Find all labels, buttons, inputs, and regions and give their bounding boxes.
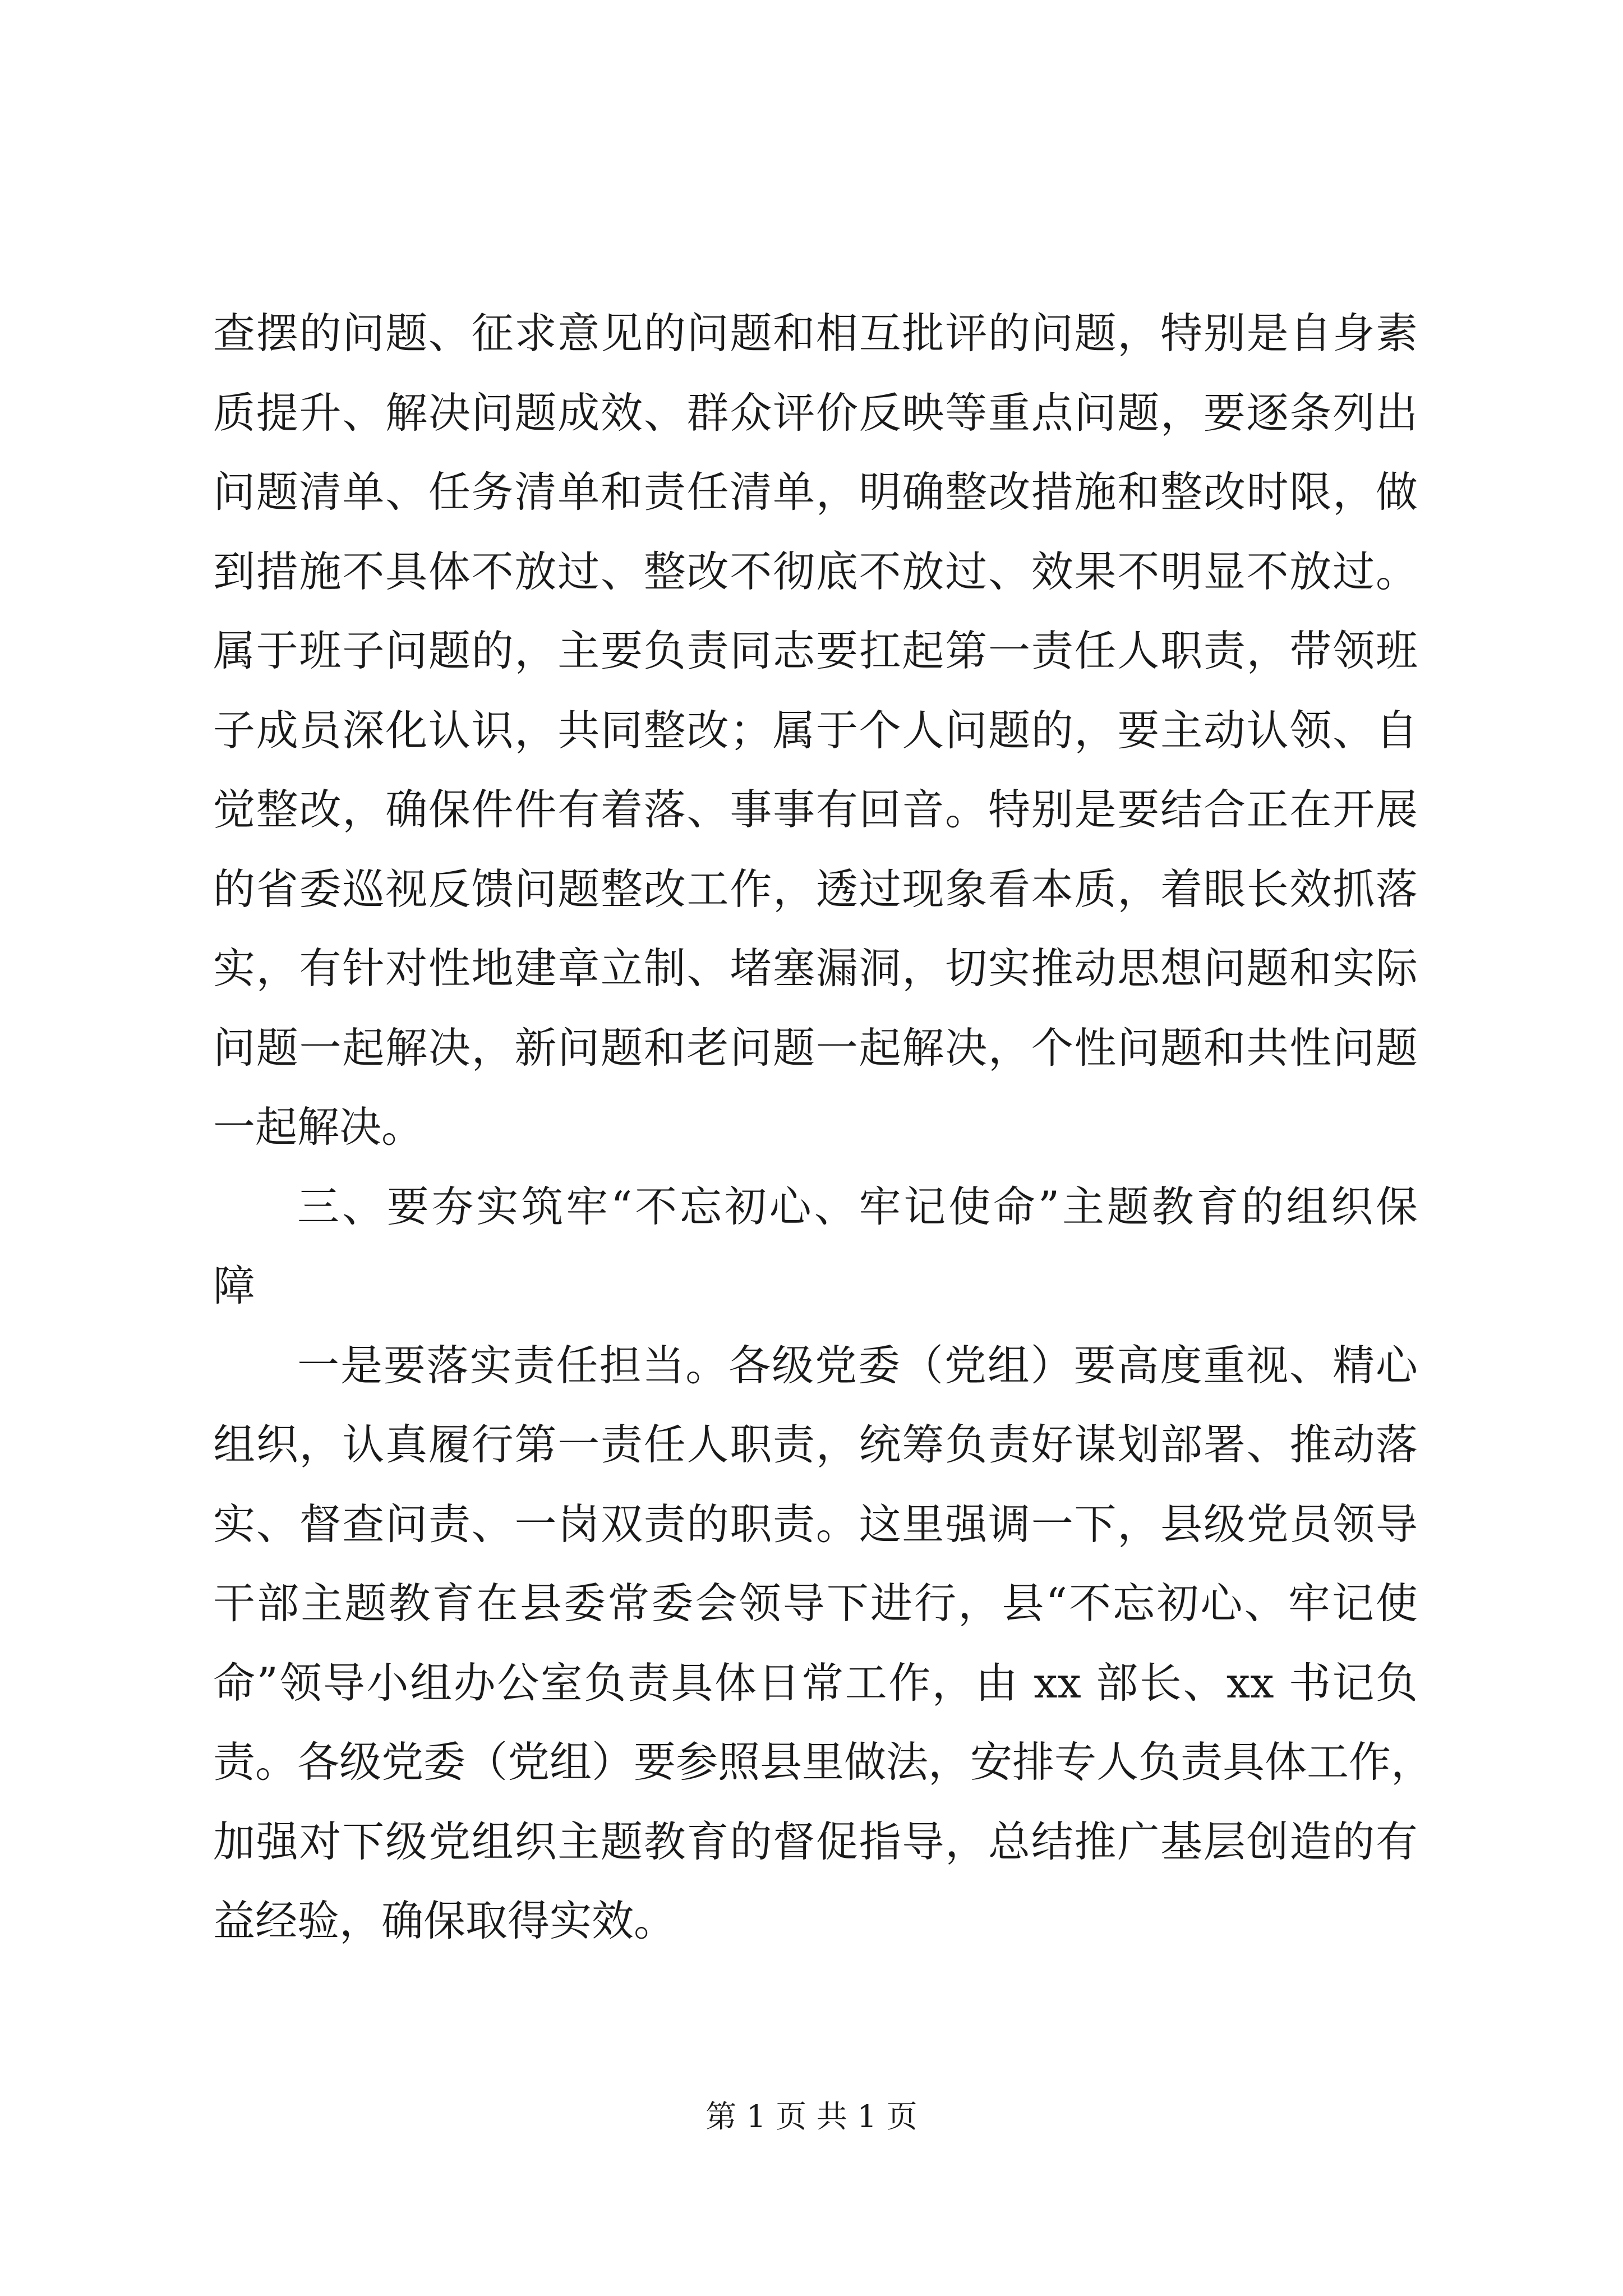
- text-line: 益经验，确保取得实效。: [213, 1896, 676, 1945]
- text-line: 命”领导小组办公室负责具体日常工作，由 xx 部长、xx 书记负: [213, 1658, 1418, 1708]
- text-line: 干部主题教育在县委常委会领导下进行，县“不忘初心、牢记使: [213, 1579, 1418, 1628]
- text-line: 到措施不具体不放过、整改不彻底不放过、效果不明显不放过。: [213, 546, 1418, 596]
- heading-line: 三、要夯实筑牢“不忘初心、牢记使命”主题教育的组织保: [297, 1181, 1418, 1231]
- text-line: 一起解决。: [213, 1102, 424, 1152]
- text-line: 加强对下级党组织主题教育的督促指导，总结推广基层创造的有: [213, 1816, 1418, 1866]
- text-line: 组织，认真履行第一责任人职责，统筹负责好谋划部署、推动落: [213, 1420, 1418, 1469]
- section-heading: [213, 1167, 1418, 1326]
- document-body: [213, 294, 1433, 1961]
- text-line: 质提升、解决问题成效、群众评价反映等重点问题，要逐条列出: [213, 388, 1418, 438]
- text-line: 属于班子问题的，主要负责同志要扛起第一责任人职责，带领班: [213, 626, 1418, 675]
- text-line: 一是要落实责任担当。各级党委（党组）要高度重视、精心: [297, 1340, 1418, 1390]
- text-line: 问题清单、任务清单和责任清单，明确整改措施和整改时限，做: [213, 467, 1418, 517]
- paragraph-continuation: [213, 294, 1418, 1167]
- text-line: 子成员深化认识，共同整改；属于个人问题的，要主动认领、自: [213, 705, 1418, 755]
- text-line: 查摆的问题、征求意见的问题和相互批评的问题，特别是自身素: [213, 309, 1418, 358]
- page-number-footer: 第 1 页 共 1 页: [706, 2099, 917, 2134]
- text-line: 问题一起解决，新问题和老问题一起解决，个性问题和共性问题: [213, 1023, 1418, 1073]
- text-line: 实、督查问责、一岗双责的职责。这里强调一下，县级党员领导: [213, 1499, 1418, 1549]
- paragraph-responsibility: [213, 1326, 1433, 1961]
- text-line: 实，有针对性地建章立制、堵塞漏洞，切实推动思想问题和实际: [213, 944, 1418, 993]
- text-line: 的省委巡视反馈问题整改工作，透过现象看本质，着眼长效抓落: [213, 864, 1418, 914]
- text-line: 责。各级党委（党组）要参照县里做法，安排专人负责具体工作，: [213, 1737, 1433, 1787]
- text-line: 觉整改，确保件件有着落、事事有回音。特别是要结合正在开展: [213, 785, 1418, 834]
- heading-line: 障: [213, 1261, 256, 1310]
